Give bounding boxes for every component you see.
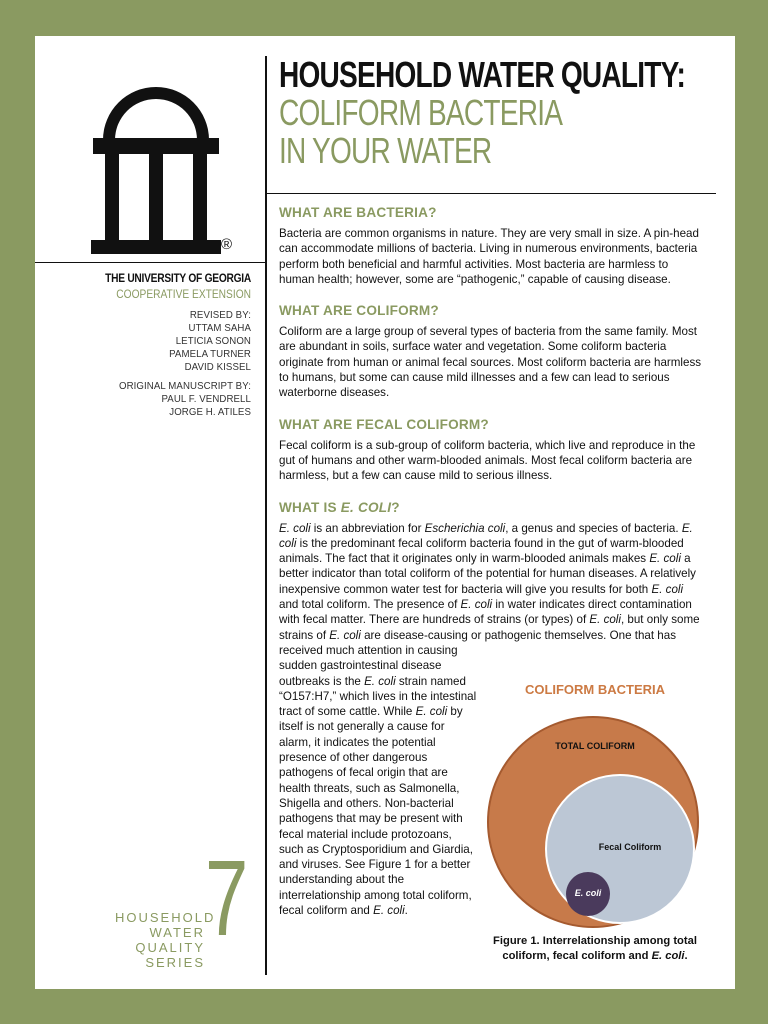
original-author: PAUL F. VENDRELL [161, 393, 251, 405]
reviser-name: DAVID KISSEL [184, 361, 251, 373]
section-text-coliform: Coliform are a large group of several types of bacteria from the same family. Most are abundant in soils, surface water and vegetation. Some coliform bacteria originate from human or animal fecal sources. Most coliform bacteria are harmless to humans, but some can cause mild illnesses and a few can lead to serious waterborne diseases. [279, 325, 702, 400]
title-line-3: IN YOUR WATER [279, 130, 492, 171]
coliform-diagram [480, 676, 710, 976]
reviser-name: UTTAM SAHA [188, 322, 251, 334]
figure-caption: Figure 1. Interrelationship among total coliform, fecal coliform and E. coli. [493, 935, 697, 962]
revised-by-label: REVISED BY: [189, 309, 251, 321]
diagram-title: COLIFORM BACTERIA [524, 682, 666, 697]
section-heading-coliform: WHAT ARE COLIFORM? [279, 303, 439, 319]
page-title [279, 56, 685, 170]
reviser-name: PAMELA TURNER [169, 348, 251, 360]
registered-mark: ® [221, 236, 233, 253]
total-coliform-label: TOTAL COLIFORM [555, 741, 635, 751]
credits-list [35, 309, 251, 419]
section-text-ecoli-1: E. coli is an abbreviation for Escherichia coli, a genus and species of bacteria. E. coli is the predominant fecal coliform bacteria found in the gut of warm-blooded animals. The fact that it originates only in warm-blooded animals makes E. coli a better indicator than total coliform of the potential for human diseases. A relatively inexpensive common water test for bacteria will give you results for both E. coli and total coliform. The presence of E. coli in water indicates direct contamination with fecal matter. There are hundreds of strains (or types) of E. coli, but only some strains of E. coli are disease-causing or pathogenic themselves. One that has received much attention in causing [279, 521, 700, 657]
section-heading-bacteria: WHAT ARE BACTERIA? [279, 205, 437, 220]
extension-name: COOPERATIVE EXTENSION [116, 287, 252, 301]
ecoli-label: E. coli [574, 888, 602, 898]
section-text-fecal: Fecal coliform is a sub-group of coliform bacteria, which live and reproduce in the gut of humans and other warm-blooded animals. Most fecal coliform bacteria are harmless, but a few can cause mild to serious illness. [279, 438, 696, 483]
series-number: 7 [205, 837, 249, 958]
series-label: HOUSEHOLD WATER QUALITY SERIES [115, 910, 216, 970]
document-page [35, 36, 735, 989]
fecal-coliform-label: Fecal Coliform [598, 842, 662, 852]
section-heading-ecoli: WHAT IS E. COLI? [279, 499, 400, 515]
section-heading-fecal: WHAT ARE FECAL COLIFORM? [279, 416, 489, 432]
title-line-2: COLIFORM BACTERIA [279, 92, 563, 133]
university-name: THE UNIVERSITY OF GEORGIA [105, 271, 251, 285]
original-author: JORGE H. ATILES [169, 406, 251, 418]
original-by-label: ORIGINAL MANUSCRIPT BY: [118, 380, 251, 392]
section-text-bacteria: Bacteria are common organisms in nature. They are very small in size. A pin-head can accommodate millions of bacteria. Living in numerous environments, bacteria perform both beneficial and harmful activities. Most bacteria are harmless to human health; however, some are “pathogenic,” capable of causing disease. [279, 227, 699, 286]
title-divider [267, 193, 716, 194]
left-divider [35, 262, 265, 263]
title-line-1: HOUSEHOLD WATER QUALITY: [279, 54, 686, 95]
section-text-ecoli-2: sudden gastrointestinal disease outbreaks is the E. coli strain named “O157:H7,” which lives in the intestinal tract of some cattle. While E. coli by itself is not generally a cause for alarm, it indicates the potential presence of other dangerous pathogens of fecal origin that are health threats, such as Salmonella, Shigella and others. Non-bacterial pathogens that may be present with fecal material include protozoans, such as Cryptosporidium and Giardia, and viruses. See Figure 1 for a better understanding about the interrelationship among total coliform, fecal coliform and E. coli. [279, 659, 477, 917]
reviser-name: LETICIA SONON [175, 335, 251, 347]
credits-block [35, 271, 251, 419]
uga-arch-logo-icon [91, 70, 221, 255]
